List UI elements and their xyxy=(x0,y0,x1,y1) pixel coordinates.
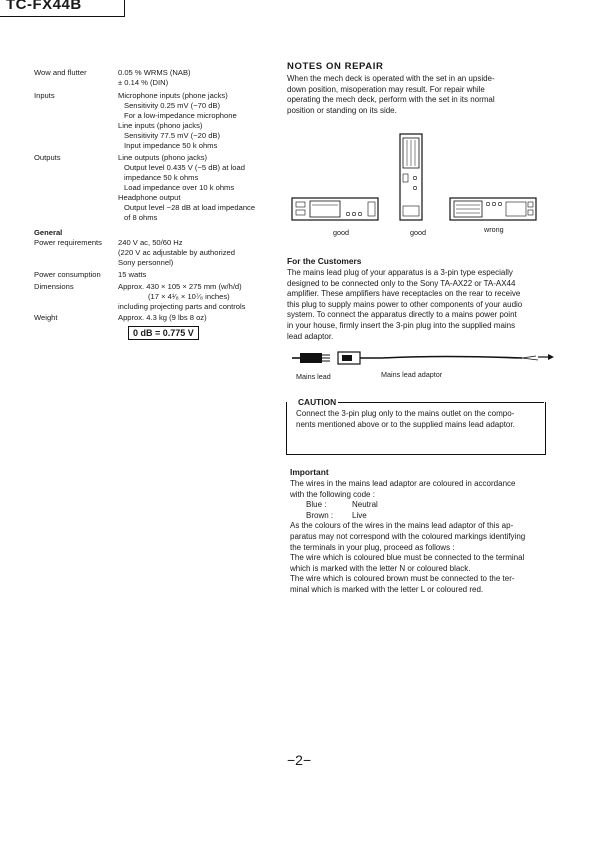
spec-power-req-line: (220 V ac adjustable by authorized xyxy=(118,248,235,257)
spec-dimensions-line: including projecting parts and controls xyxy=(118,302,246,311)
mains-lead-adaptor-label: Mains lead adaptor xyxy=(381,370,443,379)
deck-orientation-illustration xyxy=(290,128,546,228)
color-code-brown xyxy=(290,511,550,522)
adaptor-socket-icon xyxy=(338,352,382,364)
repair-line: operating the mech deck, perform with the set in its normal xyxy=(287,95,495,105)
customers-line: lead adaptor. xyxy=(287,331,334,341)
caution-text xyxy=(296,409,542,430)
cable-wire-ends-icon xyxy=(522,354,554,360)
spec-outputs-line: impedance 50 k ohms xyxy=(124,173,199,182)
spec-dimensions-line: Approx. 430 × 105 × 275 mm (w/h/d) xyxy=(118,282,242,291)
color-code-blue xyxy=(290,500,550,511)
general-heading: General xyxy=(34,228,63,237)
spec-dimensions-line: (17 × 4¹⁄₈ × 10⁷⁄₈ inches) xyxy=(148,292,230,301)
spec-power-req-line: Sony personnel) xyxy=(118,258,174,267)
repair-text xyxy=(287,74,547,116)
important-line: the terminals in your plug, proceed as follows : xyxy=(290,542,455,552)
spec-value-power-cons: 15 watts xyxy=(118,270,147,279)
page-number: −2− xyxy=(287,752,312,768)
repair-heading: NOTES ON REPAIR xyxy=(287,61,384,72)
spec-outputs-line: Output level 0.435 V (−5 dB) at load xyxy=(124,163,245,172)
customers-line: designed to be connected only to the Sony TA-AX22 or TA-AX44 xyxy=(287,278,516,288)
spec-label-power-req: Power requirements xyxy=(34,238,102,247)
spec-inputs-line: Sensitivity 0.25 mV (−70 dB) xyxy=(124,101,221,110)
spec-outputs-line: Output level −28 dB at load impedance xyxy=(124,203,256,212)
deck-vertical-good-illustration xyxy=(400,134,422,220)
spec-label-wow: Wow and flutter xyxy=(34,68,87,77)
adaptor-cable xyxy=(382,357,522,359)
color-code-brown-value: Live xyxy=(352,510,367,520)
important-line: The wire which is coloured brown must be connected to the ter- xyxy=(290,574,515,584)
caution-line: nents mentioned above or to the supplied mains lead adaptor. xyxy=(296,419,515,429)
important-line: with the following code : xyxy=(290,489,375,499)
spec-inputs-line: Sensitivity 77.5 mV (−20 dB) xyxy=(124,131,221,140)
customers-line: The mains lead plug of your apparatus is a 3-pin type especially xyxy=(287,268,513,277)
customers-line: amplifier. These amplifiers have receptacles on the rear to receive xyxy=(287,289,521,299)
customers-line: this plug to supply mains power to other components of your audio xyxy=(287,299,523,309)
db-reference-box: 0 dB = 0.775 V xyxy=(128,326,199,340)
color-code-blue-label: Blue : xyxy=(306,500,327,510)
caption-good-vertical: good xyxy=(410,228,426,237)
spec-inputs-line: Input impedance 50 k ohms xyxy=(124,141,218,150)
model-number-tab xyxy=(0,0,125,17)
repair-line: position or standing on its side. xyxy=(287,105,397,115)
mains-lead-plug-icon xyxy=(292,353,330,363)
spec-label-weight: Weight xyxy=(34,313,58,322)
spec-label-power-cons: Power consumption xyxy=(34,270,101,279)
spec-inputs-block xyxy=(118,91,237,151)
spec-label-dimensions: Dimensions xyxy=(34,282,74,291)
spec-label-outputs: Outputs xyxy=(34,153,61,162)
spec-dimensions-block xyxy=(118,282,245,312)
spec-outputs-line: of 8 ohms xyxy=(124,213,158,222)
spec-inputs-line: Line inputs (phono jacks) xyxy=(118,121,203,130)
important-line: The wire which is coloured blue must be connected to the terminal xyxy=(290,553,525,563)
important-line: which is marked with the letter N or coloured black. xyxy=(290,563,471,573)
caution-top-rule xyxy=(336,402,544,403)
important-line: minal which is marked with the letter L or coloured red. xyxy=(290,584,484,594)
spec-outputs-line: Load impedance over 10 k ohms xyxy=(124,183,235,192)
spec-value-wow-din: ± 0.14 % (DIN) xyxy=(118,78,169,87)
spec-label-inputs: Inputs xyxy=(34,91,55,100)
deck-horizontal-good-illustration xyxy=(292,198,378,220)
important-line: The wires in the mains lead adaptor are coloured in accordance xyxy=(290,479,516,488)
customers-line: system. To connect the apparatus directly to a mains power point xyxy=(287,310,517,320)
spec-outputs-block xyxy=(118,153,255,223)
important-line: paratus may not correspond with the coloured markings identifying xyxy=(290,531,526,541)
important-line: As the colours of the wires in the mains lead adaptor of this ap- xyxy=(290,521,514,531)
caution-line: Connect the 3-pin plug only to the mains outlet on the compo- xyxy=(296,409,515,418)
important-heading: Important xyxy=(290,467,329,477)
repair-line: down position, misoperation may result. For repair while xyxy=(287,84,485,94)
color-code-brown-label: Brown : xyxy=(306,510,334,520)
spec-power-req-line: 240 V ac, 50/60 Hz xyxy=(118,238,183,247)
model-number: TC-FX44B xyxy=(6,0,82,13)
caption-wrong: wrong xyxy=(484,225,504,234)
spec-value-weight: Approx. 4.3 kg (9 lbs 8 oz) xyxy=(118,313,207,322)
important-text xyxy=(290,479,550,596)
deck-upside-down-wrong-illustration xyxy=(450,198,536,220)
mains-lead-label: Mains lead xyxy=(296,372,331,381)
spec-power-req-block xyxy=(118,238,235,268)
mains-lead-adaptor-illustration xyxy=(292,345,554,371)
spec-inputs-line: For a low-impedance microphone xyxy=(124,111,237,120)
customers-line: in your house, firmly insert the 3-pin plug into the supplied mains xyxy=(287,320,516,330)
spec-outputs-line: Line outputs (phono jacks) xyxy=(118,153,208,162)
color-code-blue-value: Neutral xyxy=(352,500,378,510)
customers-text xyxy=(287,268,547,342)
repair-line: When the mech deck is operated with the set in an upside- xyxy=(287,74,495,83)
spec-value-wow-nab: 0.05 % WRMS (NAB) xyxy=(118,68,191,77)
spec-inputs-line: Microphone inputs (phone jacks) xyxy=(118,91,228,100)
spec-outputs-line: Headphone output xyxy=(118,193,181,202)
caption-good-horizontal: good xyxy=(333,228,349,237)
caution-title: CAUTION xyxy=(298,397,337,407)
customers-heading: For the Customers xyxy=(287,256,362,266)
